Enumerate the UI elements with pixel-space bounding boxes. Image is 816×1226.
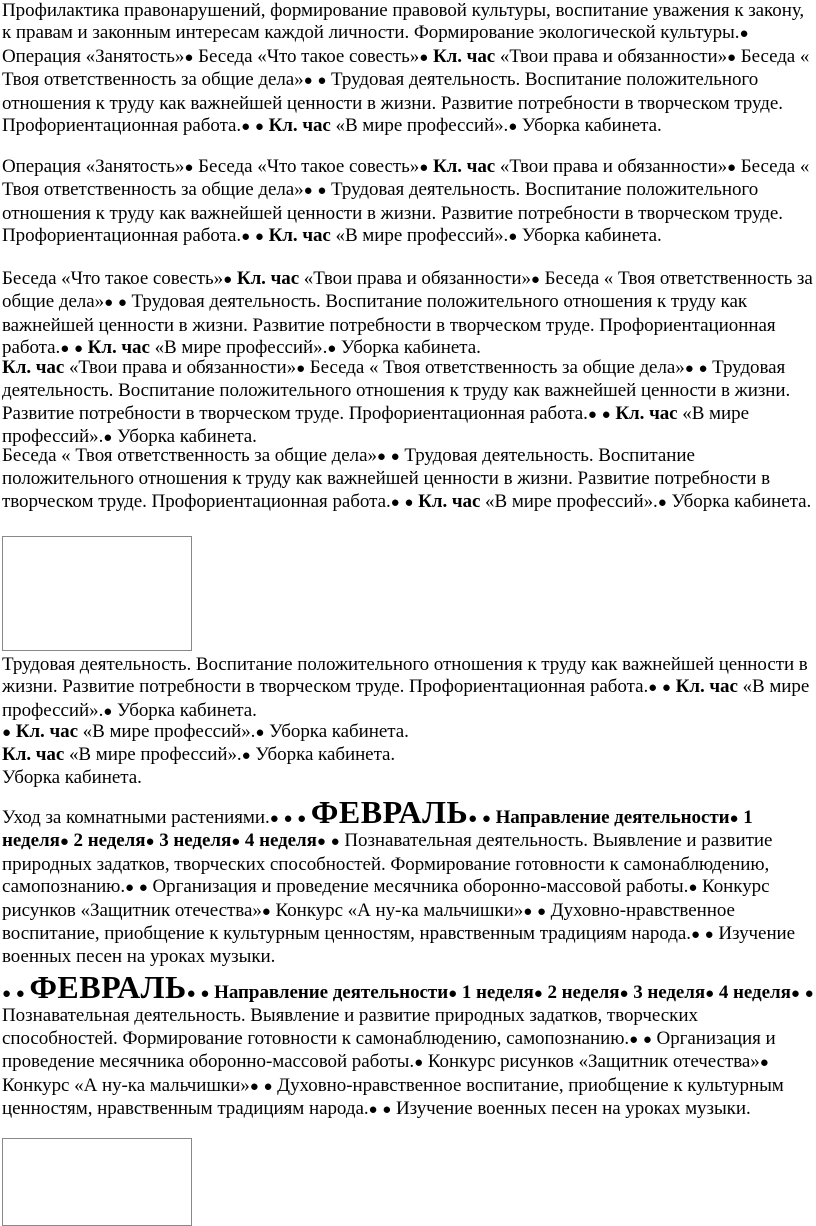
paragraph-2: Операция «Занятость»● Беседа «Что такое совесть»● Кл. час «Твои права и обязанности»● Беседа « Твоя ответственность за общие дела»● ● Трудовая деятельность. Воспитание положительного отношения к труду как важнейшей ценности в жизни. Развитие потребности в творческом труде. Профориентационная работа.● ● Кл. час «В мире профессий».● Уборка кабинета. xyxy=(2,156,810,247)
bullet-icon: ● xyxy=(601,406,611,423)
month-heading: ФЕВРАЛЬ xyxy=(310,794,469,830)
bullet-icon: ● xyxy=(296,361,306,377)
bullet-icon: ● xyxy=(255,725,265,741)
bullet-icon: ● xyxy=(523,903,533,920)
bullet-icon: ● xyxy=(186,986,196,1002)
bullet-icon: ● xyxy=(688,880,698,897)
bullet-icon: ● xyxy=(629,1031,639,1048)
bullet-icon: ● xyxy=(530,272,540,288)
bullet-icon: ● xyxy=(2,986,12,1002)
bullet-icon: ● xyxy=(145,834,155,851)
paragraph-1: Профилактика правонарушений, формирование правовой культуры, воспитание уважения к закону, к правам и законным интересам каждой личности. Формирование экологической культуры.● Операция «Занятость»● Беседа «Что такое совесть»● Кл. час «Твои права и обязанности»● Беседа « Твоя ответственность за общие дела»● ● Трудовая деятельность. Воспитание положительного отношения к труду как важнейшей ценности в жизни. Развитие потребности в творческом труде. Профориентационная работа.● ● Кл. час «В мире профессий».● Уборка кабинета. xyxy=(2,0,810,137)
bullet-icon: ● xyxy=(533,986,543,1002)
bullet-icon: ● xyxy=(642,1031,652,1048)
bullet-icon: ● xyxy=(317,73,327,90)
bullet-icon: ● xyxy=(73,341,83,358)
bullet-icon: ● xyxy=(729,811,739,827)
bullet-icon: ● xyxy=(414,1055,424,1072)
bullet-icon: ● xyxy=(317,183,327,200)
bullet-icon: ● xyxy=(448,986,458,1002)
month-heading: ФЕВРАЛЬ xyxy=(29,969,187,1005)
bullet-icon: ● xyxy=(263,1078,273,1095)
paragraph-february-2: ● ● ФЕВРАЛЬ● ● Направление деятельности● 1 неделя● 2 неделя● 3 неделя● 4 неделя● ● Познавательная деятельность. Выявление и развитие природных задатков, творческих способностей. Формирование готовности к самонаблюдению, самопознанию.● ● Организация и проведение месячника оборонно-массовой работы.● Конкурс рисунков «Защитник отечества»● Конкурс «А ну-ка мальчишки»● ● Духовно-нравственное воспитание, приобщение к культурным ценностям, нравственным традициям народа.● ● Изучение военных песен на уроках музыки. xyxy=(2,969,814,1120)
bullet-icon: ● xyxy=(269,811,279,827)
bullet-icon: ● xyxy=(103,430,113,447)
bullet-icon: ● xyxy=(790,986,800,1002)
paragraph-7: ● Кл. час «В мире профессий».● Уборка кабинета. xyxy=(2,721,409,742)
paragraph-8: Кл. час «В мире профессий».● Уборка кабинета. xyxy=(2,744,396,765)
bullet-icon: ● xyxy=(254,229,264,246)
bullet-icon: ● xyxy=(261,903,271,920)
bullet-icon: ● xyxy=(382,1102,392,1119)
bullet-icon: ● xyxy=(468,811,478,827)
bullet-icon: ● xyxy=(390,494,400,511)
bullet-icon: ● xyxy=(804,986,814,1002)
bullet-icon: ● xyxy=(223,272,233,288)
bullet-icon: ● xyxy=(15,986,25,1002)
bullet-icon: ● xyxy=(368,1102,378,1119)
bullet-icon: ● xyxy=(419,160,429,176)
bullet-icon: ● xyxy=(327,341,337,358)
bullet-icon: ● xyxy=(104,295,114,312)
bullet-icon: ● xyxy=(249,1078,259,1095)
bullet-icon: ● xyxy=(404,494,414,511)
bullet-icon: ● xyxy=(739,26,749,43)
bullet-icon: ● xyxy=(231,834,241,851)
bullet-icon: ● xyxy=(316,834,326,851)
bullet-icon: ● xyxy=(419,49,429,66)
paragraph-9: Уборка кабинета. xyxy=(2,767,142,788)
bullet-icon: ● xyxy=(648,680,658,697)
bullet-icon: ● xyxy=(759,1055,769,1072)
bullet-icon: ● xyxy=(254,119,264,136)
bullet-icon: ● xyxy=(508,229,518,246)
bullet-icon: ● xyxy=(303,73,313,90)
bullet-icon: ● xyxy=(200,986,210,1002)
bullet-icon: ● xyxy=(661,680,671,697)
bullet-icon: ● xyxy=(297,811,307,827)
bullet-icon: ● xyxy=(241,119,251,136)
paragraph-4: Кл. час «Твои права и обязанности»● Беседа « Твоя ответственность за общие дела»● ● Трудовая деятельность. Воспитание положительного отношения к труду как важнейшей ценности в жизни. Развитие потребности в творческом труде. Профориентационная работа.● ● Кл. час «В мире профессий».● Уборка кабинета. xyxy=(2,357,791,448)
bullet-icon: ● xyxy=(536,903,546,920)
paragraph-5: Беседа « Твоя ответственность за общие дела»● ● Трудовая деятельность. Воспитание положительного отношения к труду как важнейшей ценности в жизни. Развитие потребности в творческом труде. Профориентационная работа.● ● Кл. час «В мире профессий».● Уборка кабинета. xyxy=(2,445,812,512)
paragraph-february-1: Уход за комнатными растениями.● ● ● ФЕВРАЛЬ● ● Направление деятельности● 1 неделя● 2 неделя● 3 неделя● 4 неделя● ● Познавательная деятельность. Выявление и развитие природных задатков, творческих способностей. Формирование готовности к самонаблюдению, самопознанию.● ● Организация и проведение месячника оборонно-массовой работы.● Конкурс рисунков «Защитник отечества»● Конкурс «А ну-ка мальчишки»● ● Духовно-нравственное воспитание, приобщение к культурным ценностям, нравственным традициям народа.● ● Изучение военных песен на уроках музыки. xyxy=(2,794,796,968)
bullet-icon: ● xyxy=(705,986,715,1002)
bullet-icon: ● xyxy=(184,49,194,66)
bullet-icon: ● xyxy=(481,811,491,827)
bullet-icon: ● xyxy=(727,160,737,176)
bullet-icon: ● xyxy=(619,986,629,1002)
bullet-icon: ● xyxy=(60,341,70,358)
paragraph-3: Беседа «Что такое совесть»● Кл. час «Твои права и обязанности»● Беседа « Твоя ответственность за общие дела»● ● Трудовая деятельность. Воспитание положительного отношения к труду как важнейшей ценности в жизни. Развитие потребности в творческом труде. Профориентационная работа.● ● Кл. час «В мире профессий».● Уборка кабинета. xyxy=(2,268,813,359)
bullet-icon: ● xyxy=(727,49,737,66)
bullet-icon: ● xyxy=(508,119,518,136)
bullet-icon: ● xyxy=(184,160,194,176)
bullet-icon: ● xyxy=(657,494,667,511)
bullet-icon: ● xyxy=(587,406,597,423)
bullet-icon: ● xyxy=(283,811,293,827)
bullet-icon: ● xyxy=(376,449,386,465)
bullet-icon: ● xyxy=(684,361,694,377)
bullet-icon: ● xyxy=(690,927,700,944)
paragraph-6: Трудовая деятельность. Воспитание положительного отношения к труду как важнейшей ценности в жизни. Развитие потребности в творческом труде. Профориентационная работа.● ● Кл. час «В мире профессий».● Уборка кабинета. xyxy=(2,654,810,721)
bullet-icon: ● xyxy=(330,834,340,851)
bullet-icon: ● xyxy=(704,927,714,944)
bullet-icon: ● xyxy=(2,725,12,741)
bullet-icon: ● xyxy=(138,880,148,897)
image-placeholder xyxy=(2,536,192,651)
bullet-icon: ● xyxy=(125,880,135,897)
bullet-icon: ● xyxy=(103,703,113,720)
bullet-icon: ● xyxy=(241,229,251,246)
bullet-icon: ● xyxy=(117,295,127,312)
bullet-icon: ● xyxy=(698,361,708,377)
image-placeholder xyxy=(2,1138,192,1226)
bullet-icon: ● xyxy=(390,449,400,465)
bullet-icon: ● xyxy=(59,834,69,851)
bullet-icon: ● xyxy=(241,748,251,764)
bullet-icon: ● xyxy=(303,183,313,200)
